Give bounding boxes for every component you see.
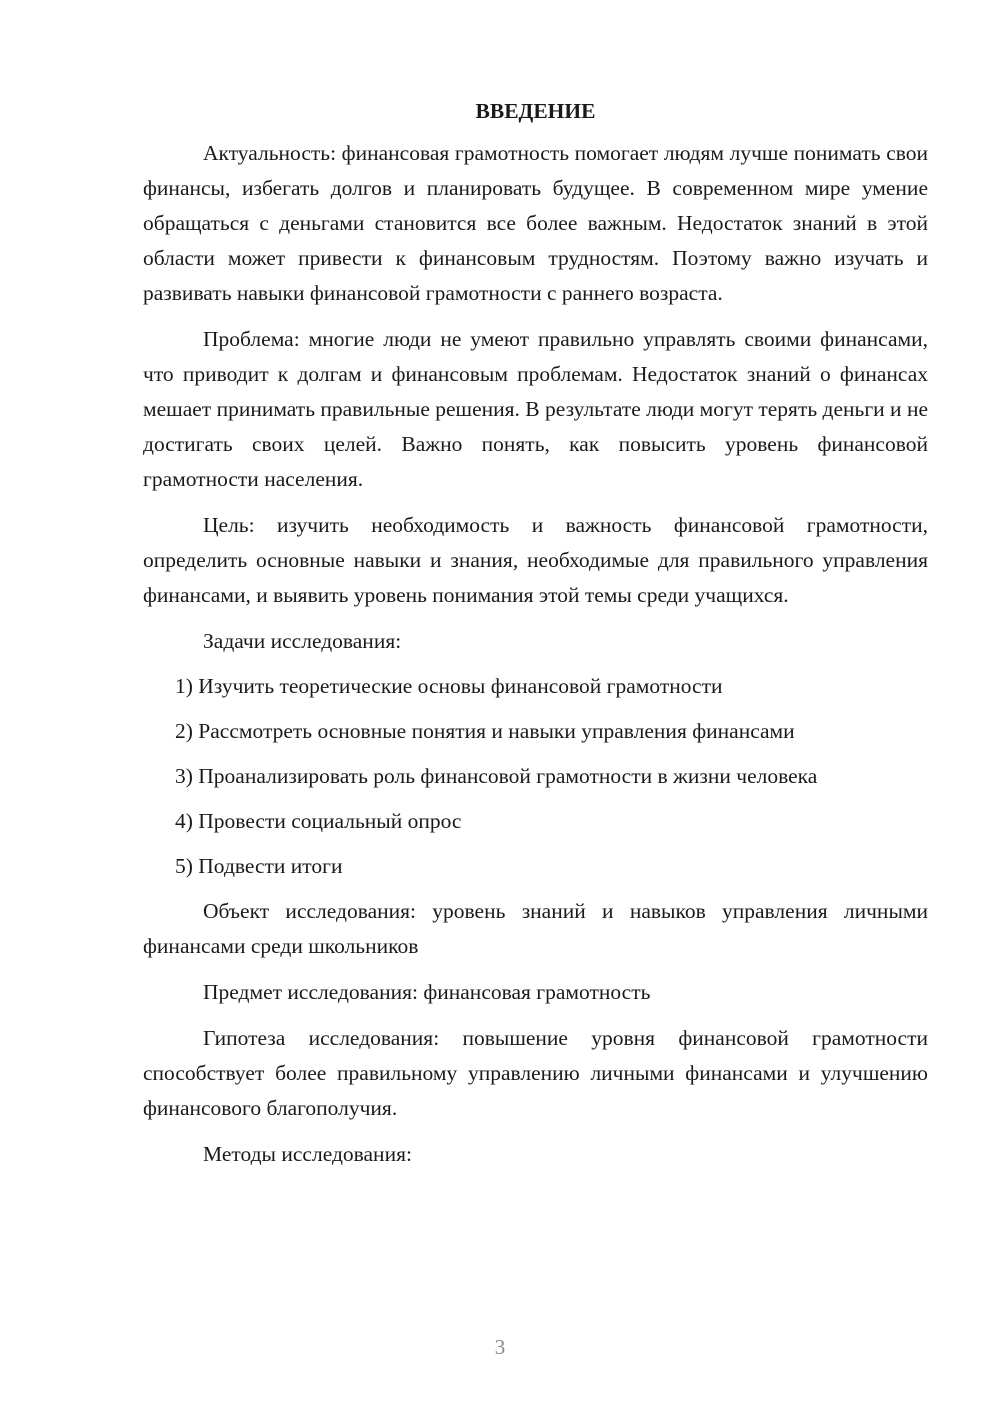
list-item: 3) Проанализировать роль финансовой грамотности в жизни человека bbox=[175, 764, 818, 788]
page-number: 3 bbox=[494, 1335, 506, 1359]
list-item: 4) Провести социальный опрос bbox=[175, 809, 462, 833]
page-body bbox=[143, 96, 928, 1183]
paragraph-subject: Предмет исследования: финансовая грамотность bbox=[203, 980, 651, 1004]
list-item: 5) Подвести итоги bbox=[175, 854, 343, 878]
list-item: 2) Рассмотреть основные понятия и навыки управления финансами bbox=[175, 719, 795, 743]
list-item: 1) Изучить теоретические основы финансовой грамотности bbox=[175, 674, 723, 698]
paragraph-relevance: Актуальность: финансовая грамотность помогает людям лучше понимать свои финансы, избегать долгов и планировать будущее. В современном мире умение обращаться с деньгами становится все более важным. Недостаток знаний в этой области может привести к финансовым трудностям. Поэтому важно изучать и развивать навыки финансовой грамотности с раннего возраста. bbox=[143, 141, 928, 305]
section-title: ВВЕДЕНИЕ bbox=[475, 99, 596, 123]
paragraph-object: Объект исследования: уровень знаний и навыков управления личными финансами среди школьников bbox=[143, 899, 928, 958]
tasks-list bbox=[143, 669, 928, 884]
paragraph-hypothesis: Гипотеза исследования: повышение уровня финансовой грамотности способствует более правильному управлению личными финансами и улучшению финансового благополучия. bbox=[143, 1026, 928, 1120]
paragraph-methods: Методы исследования: bbox=[203, 1142, 412, 1166]
paragraph-tasks-intro: Задачи исследования: bbox=[203, 629, 402, 653]
paragraph-goal: Цель: изучить необходимость и важность финансовой грамотности, определить основные навыки и знания, необходимые для правильного управления финансами, и выявить уровень понимания этой темы среди учащихся. bbox=[143, 513, 928, 607]
paragraph-problem: Проблема: многие люди не умеют правильно управлять своими финансами, что приводит к долгам и финансовым проблемам. Недостаток знаний о финансах мешает принимать правильные решения. В результате люди могут терять деньги и не достигать своих целей. Важно понять, как повысить уровень финансовой грамотности населения. bbox=[143, 327, 928, 491]
